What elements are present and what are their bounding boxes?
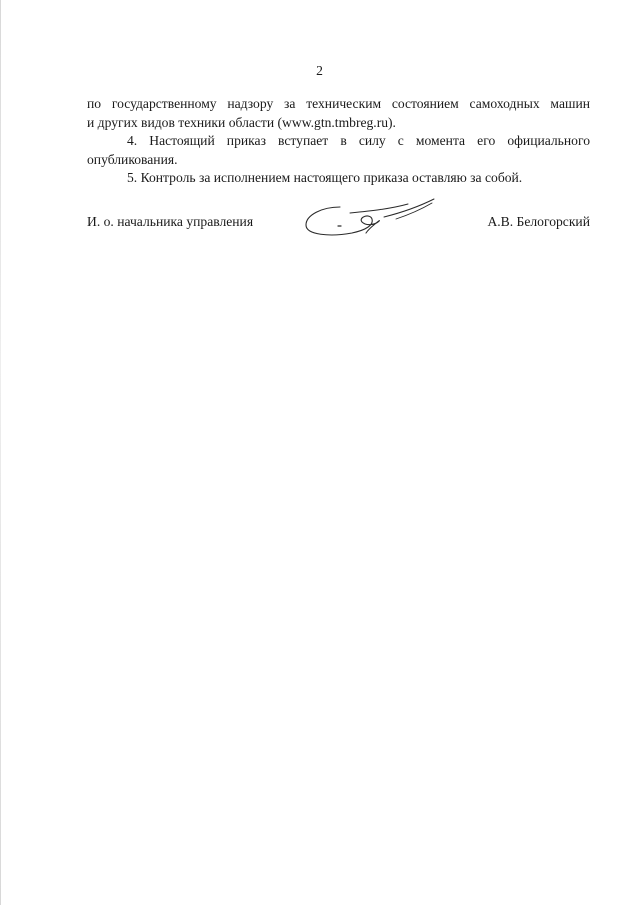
text-line: по государственному надзору за техническим состоянием самоходных машин bbox=[87, 96, 590, 111]
text-line: и других видов техники области (www.gtn.tmbreg.ru). bbox=[87, 114, 396, 130]
signatory-name: А.В. Белогорский bbox=[487, 214, 590, 229]
signatory-title: И. о. начальника управления bbox=[87, 214, 254, 229]
text-line: 5. Контроль за исполнением настоящего приказа оставляю за собой. bbox=[127, 170, 523, 186]
page-number: 2 bbox=[316, 63, 323, 78]
document-body bbox=[87, 95, 590, 188]
text-line: 4. Настоящий приказ вступает в силу с момента его официального bbox=[127, 133, 590, 149]
paragraph-item-5 bbox=[87, 169, 590, 188]
paragraph-continuation bbox=[87, 95, 590, 132]
text-line: опубликования. bbox=[87, 151, 178, 167]
paragraph-item-4 bbox=[87, 132, 590, 169]
page-edge bbox=[0, 0, 1, 905]
handwritten-signature bbox=[300, 195, 445, 245]
